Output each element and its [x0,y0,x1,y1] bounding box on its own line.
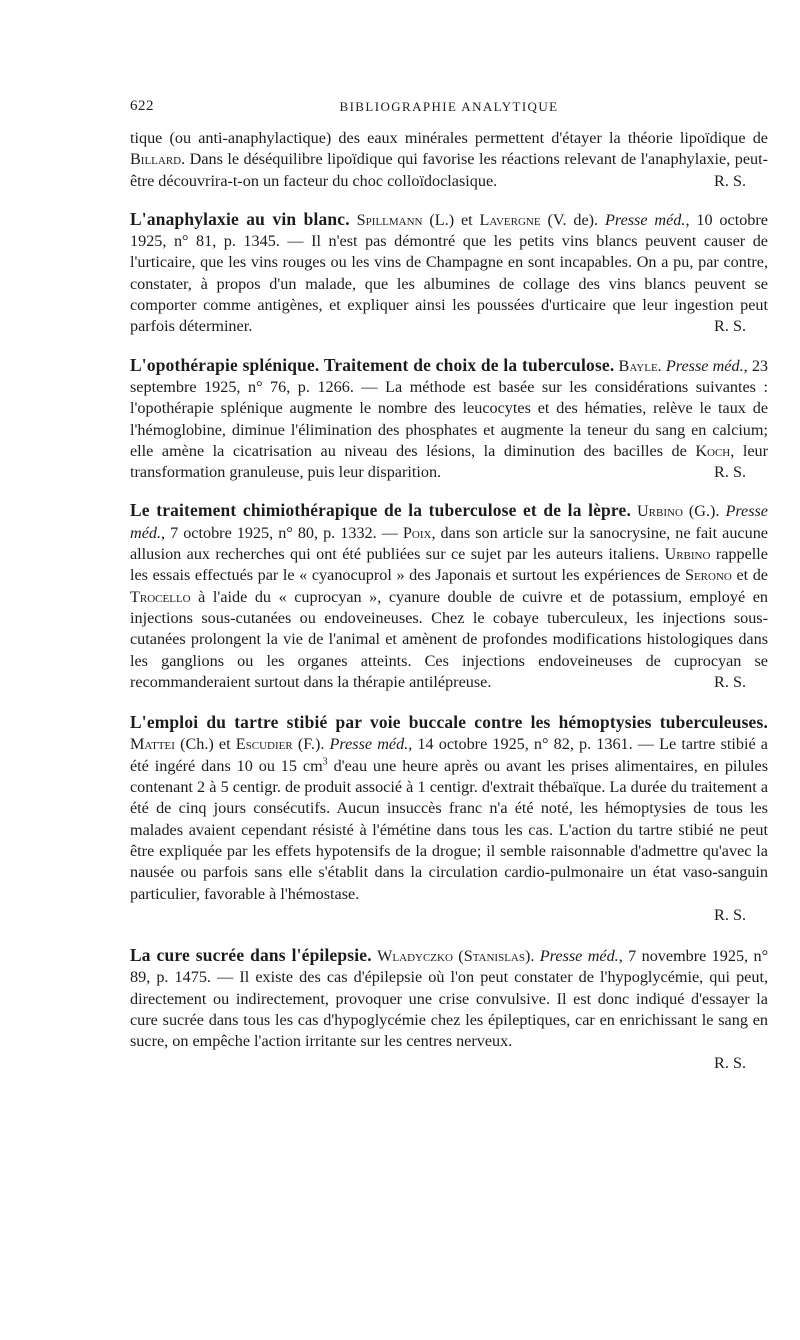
entry-title: La cure sucrée dans l'épilepsie. [130,945,372,966]
entry-author: Lavergne [479,210,541,229]
journal-name: Presse méd. [130,502,768,542]
entry-author: Bayle [618,356,658,375]
entry-title: L'emploi du tartre stibié par voie buccale contre les hémoptysies tuberculeuses. [130,712,768,733]
author-initial: (G.). [682,502,726,521]
entry-title: Le traitement chimiothérapique de la tuberculose et de la lèpre. [130,500,631,521]
entry-body: , dans son article sur la sanocrysine, ne fait aucune allusion aux recherches qui ont été publiées sur ce sujet par les auteurs italiens. [130,523,768,564]
person-name: Urbino [664,545,711,564]
entry-body-4: à l'aide du « cuprocyan », cyanure double de cuivre et de potassium, employé en injections sous-cutanées ou endoveineuses. Chez le cobaye tuberculeux, les injections sous-cutanées prolongent la vie de l'animal et amènent de profondes modifications histologiques dans les ganglions ou les organes atteints. Ces injections endoveineuses de cuprocyan se recommanderaient surtout dans la thérapie antilépreuse. [130,587,768,691]
signature: R. S. [714,1053,746,1072]
page [130,96,768,1074]
author-initial: ( [452,947,464,966]
entry-body-2: , leur transformation granuleuse, puis leur disparition. [130,441,768,482]
person-name: Serono [684,566,732,585]
journal-name: Presse méd. [329,735,409,754]
entry-body: Il existe des cas d'épilepsie où l'on peut constater de l'hypoglycémie, qui peut, directement ou indirectement, provoquer une crise convulsive. Il est donc indiqué d'essayer la cure sucrée dans tous les cas d'hypoglycémie chez les épileptiques, car en enrichissant le sang en sucre, on empêche l'action irritante sur les centres nerveux. [130,968,768,1051]
entry-opotherapie: L'opothérapie splénique. Traitement de choix de la tuberculose. Bayle. Presse méd., 23 septembre 1925, n° 76, p. 1266. — La méthode est basée sur les considérations suivantes : l'opothérapie splénique augmente le nombre des leucocytes et des hématies, relève le taux de l'hémoglobine, diminue l'élimination des phosphates et augmente la teneur du sang en calcium; elle amène la cicatrisation au niveau des lésions, la diminution des bacilles de Koch, leur transformation granuleuse, puis leur disparition. R. S. [130,355,768,484]
page-number: 622 [130,98,154,114]
intro-text-2: . Dans le déséquilibre lipoïdique qui favorise les réactions relevant de l'anaphylaxie, peut-être découvrira-t-on un facteur du choc colloïdoclasique. [130,150,768,190]
entry-title: L'anaphylaxie au vin blanc. [130,208,350,229]
author-initial: (V. de). [540,210,605,229]
reference: , 23 septembre 1925, n° 76, p. 1266. — [130,356,769,396]
entry-anaphylaxie [130,209,768,338]
entry-author: Escudier [235,735,293,754]
entry-body: Le tartre stibié a été ingéré dans 10 ou 15 cm [130,735,768,775]
superscript: 3 [322,756,328,768]
intro-author: Billard [130,150,182,169]
entry-body: La méthode est basée sur les considérations suivantes : l'opothérapie splénique augmente le nombre des leucocytes et des hématies, relève le taux de l'hémoglobine, diminue l'élimination des phosphates et augmente la teneur du sang en calcium; elle amène la cicatrisation au niveau des lésions, la diminution des bacilles de [130,377,768,460]
intro-paragraph [130,128,768,192]
entry-author-first: Stanislas [463,947,525,966]
author-initial: (Ch.) et [174,735,236,754]
entry-body: Il n'est pas démontré que les petits vins blancs peuvent causer de l'urticaire, que les vins rouges ou les vins de Champagne en sont incapables. On a pu, par contre, constater, à propos d'un malade, que les albumines de collage des vins blancs peuvent se comporter comme antigènes, et expliquer ainsi les poussées d'urticaire que leur ingestion peut parfois déterminer. [130,232,768,336]
reference: , 14 octobre 1925, n° 82, p. 1361. — [408,735,660,754]
signature: R. S. [714,905,746,924]
entry-chimiotherapie [130,500,768,693]
person-name: Koch [695,441,731,460]
page-header [130,96,768,118]
person-name: Trocello [130,587,191,606]
journal-name: Presse méd. [539,947,619,966]
author-initial: (F.). [292,735,330,754]
author-initial: (L.) et [422,210,480,229]
person-name: Poix [402,523,432,542]
signature: R. S. [714,317,746,336]
reference: , 7 octobre 1925, n° 80, p. 1332. — [161,523,403,542]
entry-title: L'opothérapie splénique. Traitement de choix de la tuberculose. [130,354,615,375]
entry-author: Urbino [636,502,683,521]
reference: , 7 novembre 1925, n° 89, p. 1475. — [130,947,769,987]
signature: R. S. [714,463,746,482]
entry-author: Spillmann [356,210,423,229]
signature: R. S. [714,171,746,190]
journal-name: Presse méd. [665,356,744,375]
author-initial: ). [524,947,540,966]
entry-author: Mattei [130,735,175,754]
entry-body-3: et de [731,566,768,585]
signature: R. S. [714,672,746,691]
entry-author: Wladyczko [377,947,453,966]
entry-body-2: d'eau une heure après ou avant les prises alimentaires, en pilules contenant 2 à 5 centigr. de produit associé à 1 centigr. d'extrait thébaïque. La durée du traitement a été de cinq jours consécutifs. Aucun insuccès franc n'a été noté, les hémoptysies de tous les malades avaient cependant résisté à l'émétine dans tous les cas. L'action du tartre stibié ne peut être expliquée par les effets hypotensifs de la drogue; il semble raisonnable d'admettre qu'avec la nausée ou parfois sans elle s'établit dans la circulation cardio-pulmonaire un état vaso-sanguin particulier, favorable à l'hémostase. [130,756,768,903]
entry-tartre-stibie [130,712,768,905]
entry-body-2: rappelle les essais effectués par le « cyanocuprol » des Japonais et surtout les expériences de [130,545,768,585]
entry-cure-sucree [130,945,768,1052]
journal-name: Presse méd. [604,210,686,229]
reference: , 10 octobre 1925, n° 81, p. 1345. — [130,210,768,251]
running-title: BIBLIOGRAPHIE ANALYTIQUE [339,99,559,114]
intro-text: tique (ou anti-anaphylactique) des eaux minérales permettent d'étayer la théorie lipoïdique de [130,129,768,147]
